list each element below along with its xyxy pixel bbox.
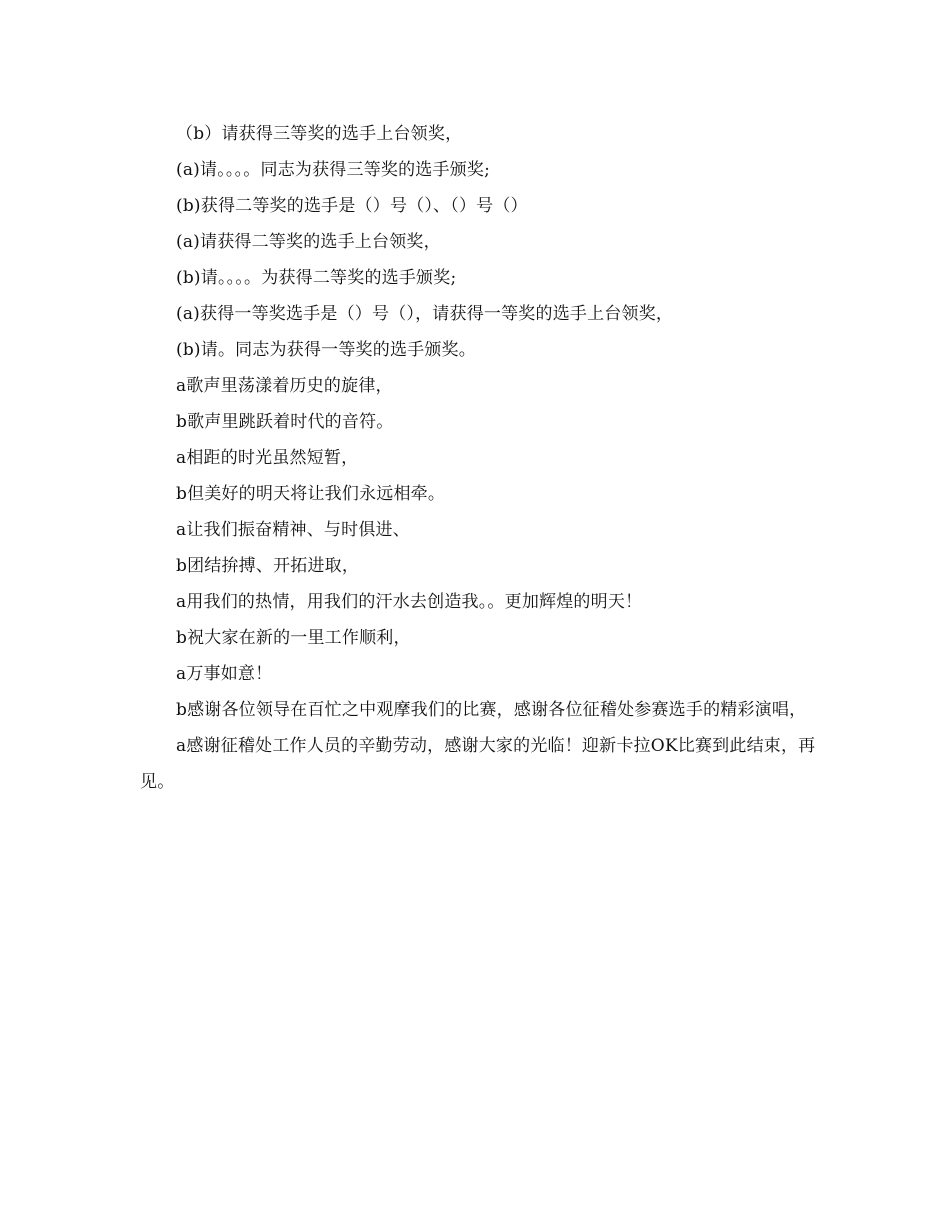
paragraph: b团结拚搏、开拓进取， (176, 556, 360, 576)
paragraph: a相距的时光虽然短暂， (176, 448, 359, 468)
paragraph: b但美好的明天将让我们永远相牵。 (176, 484, 446, 504)
document-body (140, 116, 820, 800)
paragraph: （b）请获得三等奖的选手上台领奖， (176, 124, 463, 144)
paragraph: (a)请获得二等奖的选手上台领奖， (176, 232, 441, 252)
paragraph: a万事如意！ (176, 664, 273, 684)
paragraph: b祝大家在新的一里工作顺利， (176, 628, 411, 648)
paragraph: a用我们的热情，用我们的汗水去创造我。。更加辉煌的明天！ (176, 592, 643, 612)
paragraph: (a)请。。。。同志为获得三等奖的选手颁奖; (176, 160, 491, 180)
paragraph: (b)请。。。。为获得二等奖的选手颁奖; (176, 268, 457, 288)
paragraph: (a)获得一等奖选手是（）号（），请获得一等奖的选手上台领奖， (176, 304, 674, 324)
paragraph: a让我们振奋精神、与时俱进、 (176, 520, 410, 540)
paragraph: b歌声里跳跃着时代的音符。 (176, 412, 394, 432)
paragraph: (b)获得二等奖的选手是（）号（）、（）号（） (176, 196, 528, 216)
paragraph: a歌声里荡漾着历史的旋律， (176, 376, 393, 396)
paragraph: (b)请。同志为获得一等奖的选手颁奖。 (176, 340, 476, 360)
paragraph: b感谢各位领导在百忙之中观摩我们的比赛，感谢各位征稽处参赛选手的精彩演唱， (176, 700, 807, 720)
paragraph: a感谢征稽处工作人员的辛勤劳动，感谢大家的光临！迎新卡拉OK比赛到此结束，再见。 (140, 736, 816, 792)
